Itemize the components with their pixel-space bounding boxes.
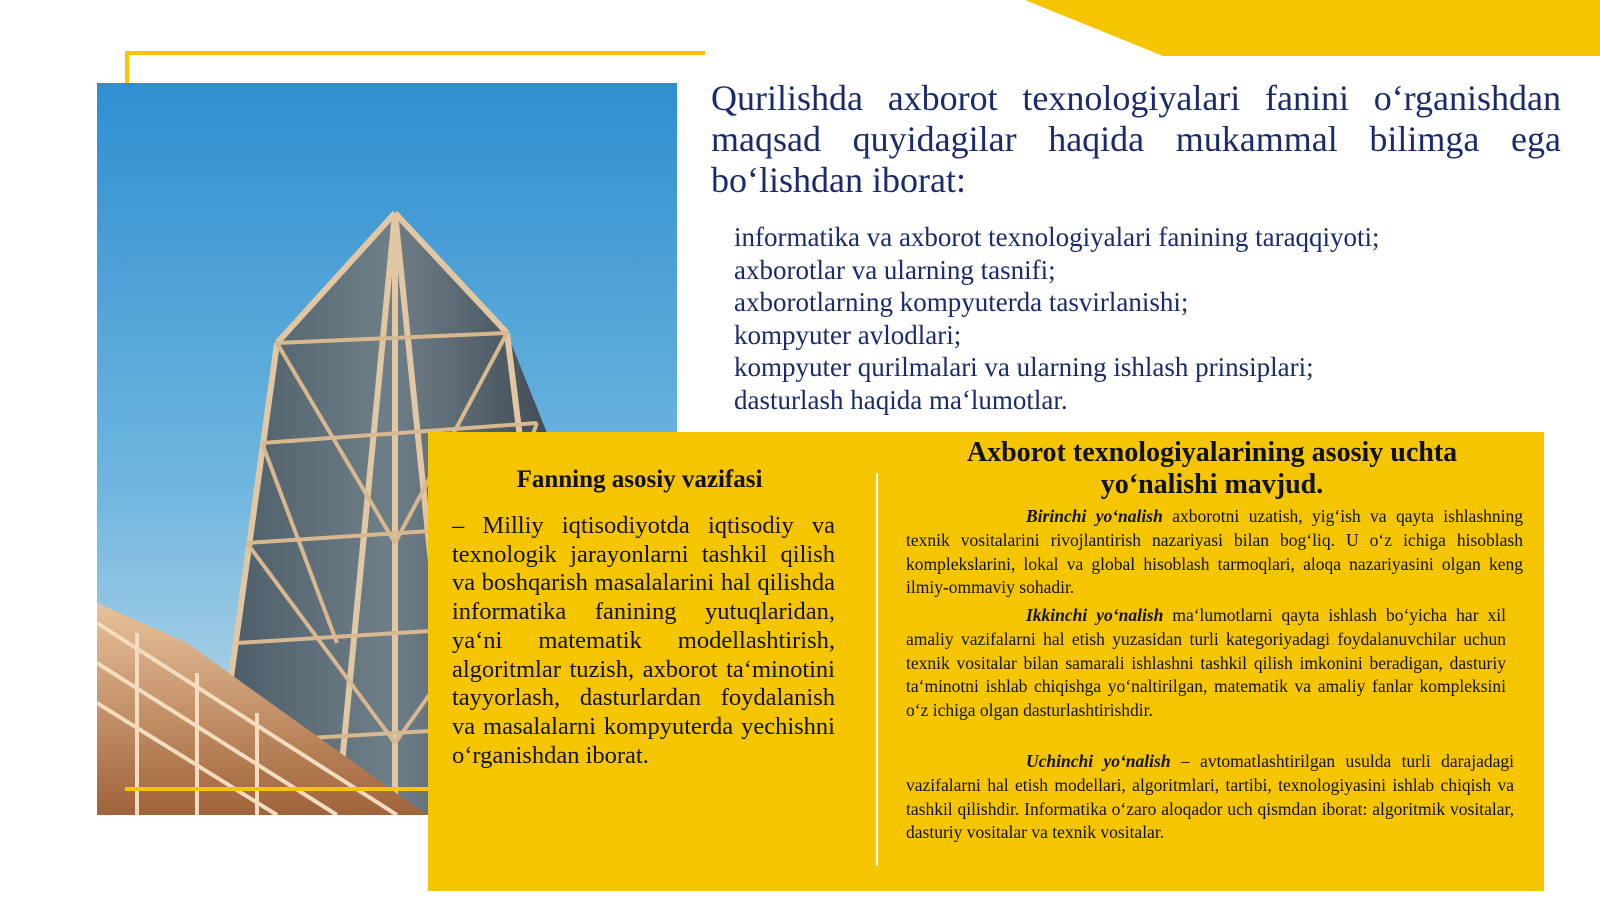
task-title: Fanning asosiy vazifasi bbox=[516, 466, 763, 493]
top-right-accent-bar bbox=[1025, 0, 1600, 56]
direction-text: ma‘lumotlarni qayta ishlash bo‘yicha har xil amaliy vazifalarni hal etish yuzasidan turli kategoriyadagi foydalanuvchilar uchun texnik vositalar bilan samarali ishlashni tashkil qilish imkonini beradigan, dasturiy ta‘minotni ishlab chiqishga yo‘naltirilgan, matematik va amaliy fanlar kompleksini o‘z ichiga olgan dasturlashtirishdir. bbox=[906, 605, 1506, 721]
panel-divider bbox=[876, 473, 878, 866]
direction-paragraph-2 bbox=[906, 604, 1506, 723]
direction-label: Ikkinchi yo‘nalish bbox=[1026, 605, 1164, 625]
list-item: dasturlash haqida ma‘lumotlar. bbox=[734, 384, 1068, 415]
direction-paragraph-1 bbox=[906, 505, 1523, 600]
list-item: axborotlarning kompyuterda tasvirlanishi; bbox=[734, 287, 1189, 317]
intro-heading: Qurilishda axborot texnologiyalari fanini o‘rganishdan maqsad quyidagilar haqida mukammal bilimga ega bo‘lishdan iborat: bbox=[711, 78, 1561, 200]
directions-title: Axborot texnologiyalarining asosiy uchta yo‘nalishi mavjud. bbox=[966, 437, 1458, 500]
direction-label: Uchinchi yo‘nalish bbox=[1026, 751, 1171, 771]
direction-text: – avtomatlashtirilgan usulda turli darajadagi vazifalarni hal etish modellari, algoritmlari, tartibi, texnologiyasini ishlab chiqish va tashkil qilishdir. Informatika o‘zaro aloqador uch qismdan iborat: algoritmik vositalar, dasturiy vositalar va texnik vositalar. bbox=[906, 751, 1514, 843]
task-text: – Milliy iqtisodiyotda iqtisodiy va texnologik jarayonlarni tashkil qilish va boshqarish masalalarini hal qilishda informatika fanining yutuqlaridan, ya‘ni matematik modellashtirish, algoritmlar tuzish, axborot ta‘minotini tayyorlash, dasturlardan foydalanish va masalalarni kompyuterda yechishni o‘rganishdan iborat. bbox=[452, 512, 835, 769]
direction-text: axborotni uzatish, yig‘ish va qayta ishlashning texnik vositalarini rivojlantirish nazariyasi bilan bog‘liq. U o‘z ichiga hisoblash komplekslarini, lokal va global hisoblash tarmoqlari, aloqa nazariyasini olgan keng ilmiy-ommaviy sohadir. bbox=[906, 506, 1524, 598]
goals-list bbox=[734, 221, 1564, 416]
direction-paragraph-3 bbox=[906, 750, 1514, 845]
list-item: axborotlar va ularning tasnifi; bbox=[734, 254, 1056, 285]
list-item: kompyuter qurilmalari va ularning ishlash prinsiplari; bbox=[734, 352, 1314, 382]
frame-line-bottom bbox=[125, 787, 430, 791]
direction-label: Birinchi yo‘nalish bbox=[1026, 506, 1163, 526]
list-item: informatika va axborot texnologiyalari fanining taraqqiyoti; bbox=[734, 222, 1380, 252]
list-item: kompyuter avlodlari; bbox=[734, 319, 962, 350]
frame-line-top bbox=[125, 51, 705, 55]
